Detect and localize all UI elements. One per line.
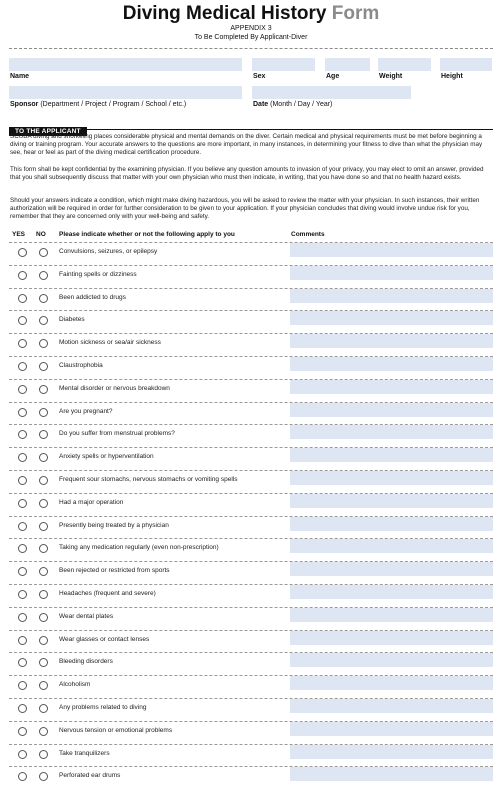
question-list [9, 242, 493, 789]
yes-radio[interactable] [18, 339, 27, 348]
question-column-header: Please indicate whether or not the following apply to you [59, 231, 235, 238]
no-radio[interactable] [39, 453, 48, 462]
age-label: Age [326, 73, 340, 80]
question-text: Frequent sour stomachs, nervous stomachs or vomiting spells [59, 475, 238, 483]
comments-column-header: Comments [291, 231, 325, 238]
comments-field[interactable] [290, 243, 493, 257]
table-row [9, 379, 493, 402]
table-row [9, 356, 493, 379]
comments-field[interactable] [290, 722, 493, 736]
comments-field[interactable] [290, 380, 493, 394]
question-text: Anxiety spells or hyperventilation [59, 453, 154, 461]
question-text: Fainting spells or dizziness [59, 270, 137, 278]
yes-radio[interactable] [18, 499, 27, 508]
table-row [9, 584, 493, 607]
no-radio[interactable] [39, 681, 48, 690]
comments-field[interactable] [290, 517, 493, 531]
table-row [9, 265, 493, 288]
table-row [9, 652, 493, 675]
question-text: Convulsions, seizures, or epilepsy [59, 248, 158, 255]
no-radio[interactable] [39, 658, 48, 667]
no-radio[interactable] [39, 362, 48, 371]
height-label: Height [441, 73, 463, 80]
sponsor-hint: (Department / Project / Program / School / etc.) [40, 101, 187, 108]
no-radio[interactable] [39, 727, 48, 736]
question-text: Mental disorder or nervous breakdown [59, 384, 170, 392]
question-text: Are you pregnant? [59, 407, 113, 415]
no-radio[interactable] [39, 704, 48, 713]
header-divider [9, 48, 493, 49]
yes-radio[interactable] [18, 613, 27, 622]
comments-field[interactable] [290, 539, 493, 553]
table-row [9, 607, 493, 630]
yes-radio[interactable] [18, 453, 27, 462]
comments-field[interactable] [290, 608, 493, 622]
yes-radio[interactable] [18, 362, 27, 371]
comments-field[interactable] [290, 562, 493, 576]
yes-column-header: YES [12, 231, 26, 238]
question-text: Diabetes [59, 316, 85, 324]
yes-radio[interactable] [18, 430, 27, 439]
question-text: Taking any medication regularly (even non-prescription) [59, 544, 219, 552]
table-row [9, 310, 493, 333]
yes-radio[interactable] [18, 772, 27, 781]
table-row [9, 516, 493, 539]
date-label-text: Date [253, 101, 269, 108]
comments-field[interactable] [290, 425, 493, 439]
comments-field[interactable] [290, 653, 493, 667]
comments-field[interactable] [290, 745, 493, 759]
question-text: Any problems related to diving [59, 703, 147, 711]
date-field[interactable] [252, 86, 411, 99]
name-field[interactable] [9, 58, 242, 71]
weight-label: Weight [379, 73, 403, 80]
question-text: Nervous tension or emotional problems [59, 726, 173, 734]
no-radio[interactable] [39, 476, 48, 485]
table-row [9, 721, 493, 744]
no-radio[interactable] [39, 316, 48, 325]
yes-radio[interactable] [18, 271, 27, 280]
page-title [0, 4, 502, 24]
yes-radio[interactable] [18, 316, 27, 325]
sponsor-label [10, 101, 186, 108]
yes-radio[interactable] [18, 385, 27, 394]
table-row [9, 424, 493, 447]
table-row [9, 333, 493, 356]
yes-radio[interactable] [18, 750, 27, 759]
table-row [9, 493, 493, 516]
title-accent: Form [331, 3, 380, 24]
question-text: Motion sickness or sea/air sickness [59, 339, 161, 347]
no-radio[interactable] [39, 248, 48, 257]
comments-field[interactable] [290, 494, 493, 508]
comments-field[interactable] [290, 311, 493, 325]
question-text: Wear dental plates [59, 612, 114, 620]
sex-label: Sex [253, 73, 266, 80]
no-radio[interactable] [39, 522, 48, 531]
no-radio[interactable] [39, 408, 48, 417]
question-text: Had a major operation [59, 498, 124, 506]
section-heading [9, 120, 493, 135]
yes-radio[interactable] [18, 294, 27, 303]
no-radio[interactable] [39, 590, 48, 599]
question-text: Take tranquilizers [59, 749, 110, 757]
no-radio[interactable] [39, 271, 48, 280]
question-text: Alcoholism [59, 681, 91, 689]
comments-field[interactable] [290, 448, 493, 462]
no-radio[interactable] [39, 636, 48, 645]
no-radio[interactable] [39, 613, 48, 622]
comments-field[interactable] [290, 289, 493, 303]
table-row [9, 744, 493, 767]
no-radio[interactable] [39, 750, 48, 759]
question-text: Perforated ear drums [59, 772, 121, 780]
yes-radio[interactable] [18, 636, 27, 645]
question-text: Do you suffer from menstrual problems? [59, 430, 175, 438]
intro-paragraph-1: SCUBA diving and snorkeling places considerable physical and mental demands on the diver. Certain medical and physical requirements must be met before beginning a diving or training program. Your accurate answers to the questions are more important, in many instances, in determining your fitness to dive than what the physician may see, hear or feel as part of the diving medical certification procedure. [10, 133, 483, 156]
age-field[interactable] [325, 58, 370, 71]
table-row [9, 402, 493, 425]
name-label: Name [10, 73, 30, 80]
yes-radio[interactable] [18, 248, 27, 257]
table-row [9, 470, 493, 493]
sponsor-field[interactable] [9, 86, 242, 99]
comments-field[interactable] [290, 266, 493, 280]
section-heading-label: TO THE APPLICANT [9, 127, 87, 136]
sponsor-label-text: Sponsor [10, 101, 39, 108]
table-row [9, 288, 493, 311]
question-text: Headaches (frequent and severe) [59, 589, 156, 597]
comments-field[interactable] [290, 334, 493, 348]
no-radio[interactable] [39, 772, 48, 781]
yes-radio[interactable] [18, 681, 27, 690]
intro-paragraph-3: Should your answers indicate a condition, which might make diving hazardous, you will be asked to review the matter with your physician. In such instances, their written authorization will be required in order for further consideration to be given to your application. If your physician concludes that diving would involve undue risk for you, remember that they are concerned only with your well-being and safety. [10, 197, 480, 220]
question-text: Been addicted to drugs [59, 293, 126, 301]
question-text: Bleeding disorders [59, 658, 113, 666]
sex-field[interactable] [252, 58, 315, 71]
question-text: Been rejected or restricted from sports [59, 567, 170, 575]
yes-radio[interactable] [18, 567, 27, 576]
no-radio[interactable] [39, 339, 48, 348]
no-column-header: NO [36, 231, 46, 238]
question-text: Presently being treated by a physician [59, 521, 169, 529]
intro-paragraph-2: This form shall be kept confidential by the examining physician. If you believe any question amounts to invasion of your privacy, you may elect to omit an answer, provided that you shall subsequently discuss that matter with your own physician who must then indicate, in writing, that you have done so and that no health hazard exists. [10, 166, 484, 181]
table-row [9, 561, 493, 584]
subtitle: To Be Completed By Applicant-Diver [194, 34, 308, 41]
table-row [9, 698, 493, 721]
comments-field[interactable] [290, 357, 493, 371]
table-row [9, 630, 493, 653]
no-radio[interactable] [39, 294, 48, 303]
no-radio[interactable] [39, 430, 48, 439]
comments-field[interactable] [290, 699, 493, 713]
table-row [9, 766, 493, 789]
comments-field[interactable] [290, 471, 493, 485]
no-radio[interactable] [39, 567, 48, 576]
date-hint: (Month / Day / Year) [270, 101, 333, 108]
no-radio[interactable] [39, 499, 48, 508]
question-text: Wear glasses or contact lenses [59, 635, 150, 643]
height-field[interactable] [440, 58, 492, 71]
no-radio[interactable] [39, 544, 48, 553]
no-radio[interactable] [39, 385, 48, 394]
yes-radio[interactable] [18, 408, 27, 417]
appendix-label: APPENDIX 3 [230, 25, 272, 32]
yes-radio[interactable] [18, 522, 27, 531]
yes-radio[interactable] [18, 590, 27, 599]
table-header [9, 231, 493, 241]
comments-field[interactable] [290, 631, 493, 645]
table-row [9, 242, 493, 265]
weight-field[interactable] [378, 58, 431, 71]
question-text: Claustrophobia [59, 361, 103, 369]
yes-radio[interactable] [18, 704, 27, 713]
table-row [9, 538, 493, 561]
comments-field[interactable] [290, 676, 493, 690]
table-row [9, 675, 493, 698]
date-label [253, 101, 332, 108]
yes-radio[interactable] [18, 658, 27, 667]
yes-radio[interactable] [18, 476, 27, 485]
comments-field[interactable] [290, 403, 493, 417]
title-main: Diving Medical History [122, 3, 327, 24]
table-row [9, 447, 493, 470]
comments-field[interactable] [290, 767, 493, 781]
yes-radio[interactable] [18, 727, 27, 736]
yes-radio[interactable] [18, 544, 27, 553]
